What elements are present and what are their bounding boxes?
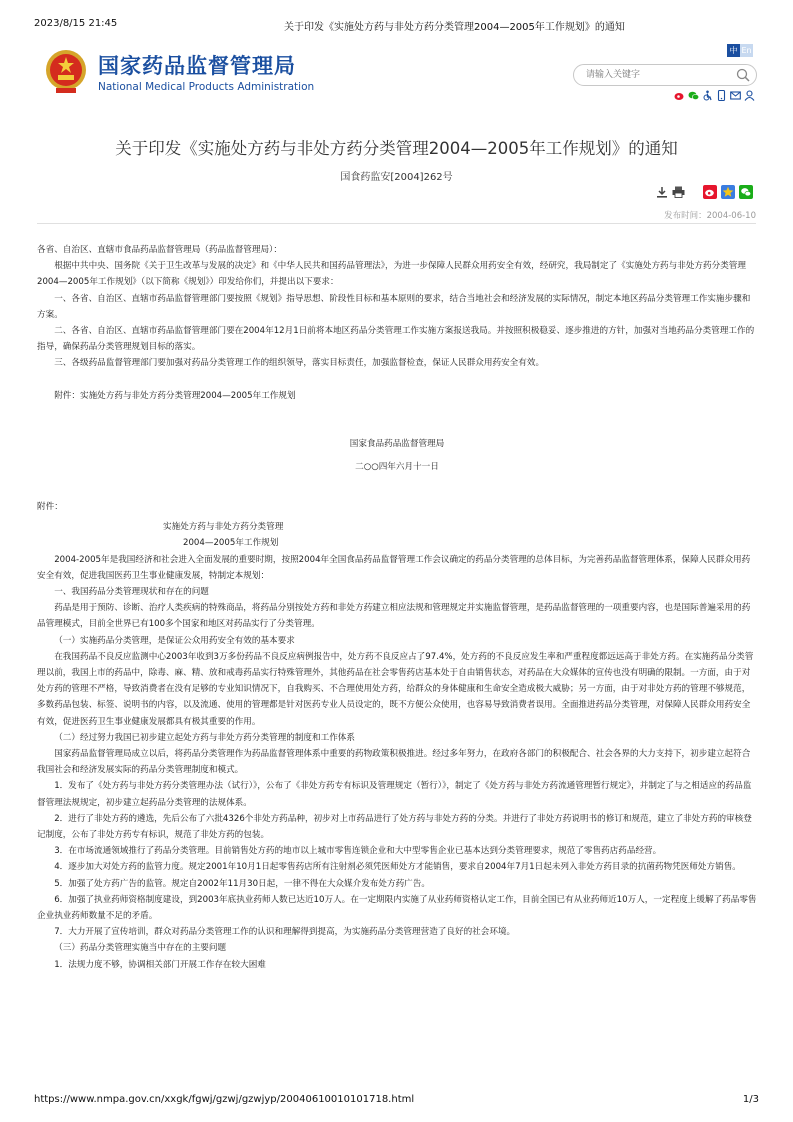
- print-url[interactable]: https://www.nmpa.gov.cn/xxgk/fgwj/gzwj/gzwjyp/20040610010101718.html: [34, 1094, 415, 1105]
- list-item: 1．发布了《处方药与非处方药分类管理办法（试行）》，公布了《非处方药专有标识及管理规定（暂行）》，制定了《处方药与非处方药流通管理暂行规定》，并制定了与之相适应的药品监督管理法规规定，初步建立起药品分类管理的法规体系。: [37, 781, 752, 808]
- subsection-heading: （三）药品分类管理实施当中存在的主要问题: [54, 943, 227, 954]
- wechat-icon[interactable]: [688, 90, 699, 101]
- mail-icon[interactable]: [730, 90, 741, 101]
- lang-en-button[interactable]: En: [741, 46, 752, 55]
- attachment-note: 附件：实施处方药与非处方药分类管理2004—2005年工作规划: [54, 390, 296, 401]
- print-footer: [34, 1094, 759, 1108]
- share-wechat-icon[interactable]: [739, 185, 753, 199]
- site-name-en: National Medical Products Administration: [98, 81, 315, 93]
- search-box: [573, 64, 757, 86]
- site-name-cn[interactable]: 国家药品监督管理局: [98, 54, 296, 78]
- article-body: [37, 242, 757, 973]
- share-bar: [674, 90, 755, 101]
- article-title: 关于印发《实施处方药与非处方药分类管理2004—2005年工作规划》的通知: [115, 139, 678, 158]
- user-icon[interactable]: [744, 90, 755, 101]
- print-icon[interactable]: [672, 186, 685, 198]
- print-datetime: 2023/8/15 21:45: [34, 18, 118, 29]
- national-emblem-icon[interactable]: [44, 48, 88, 96]
- title-divider: [37, 223, 756, 224]
- subsection-heading: （二）经过努力我国已初步建立起处方药与非处方药分类管理的制度和工作体系: [54, 732, 355, 743]
- list-item: 3．在市场流通领域推行了药品分类管理。目前销售处方药的地市以上城市零售连锁企业和大中型零售企业已基本达到分类管理要求，规范了零售药店药品经营。: [54, 846, 662, 857]
- list-item: 4．逐步加大对处方药的监管力度。规定2001年10月1日起零售药店所有注射剂必须凭医师处方才能销售，要求自2004年7月1日起未列入非处方药目录的抗菌药物凭医师处方销售。: [54, 862, 741, 873]
- article-toolbar: [656, 185, 753, 199]
- issue-date: 二○○四年六月十一日: [355, 461, 439, 472]
- section-heading: 一、我国药品分类管理现状和存在的问题: [54, 587, 209, 597]
- weibo-icon[interactable]: [674, 90, 685, 101]
- print-page-title: 关于印发《实施处方药与非处方药分类管理2004—2005年工作规划》的通知: [284, 22, 625, 33]
- paragraph: 在我国药品不良反应监测中心2003年收到3万多份药品不良反应病例报告中，处方药不良反应占了97.4%，处方药的不良反应发生率和严重程度都远远高于非处方药。在实施药品分类管理以前，我国上市的药品中，除毒、麻、精、放和戒毒药品实行特殊管理外，其他药品在社会零售药店基本处于自由销售状态，对药品在大众媒体的宣传也没有明确的限制。一方面，由于对处方药的管理不严格，导致消费者在没有足够的专业知识情况下，自我购买、不合理使用处方药，给群众的身体健康和生命安全造成极大威胁；另一方面，由于对非处方药的管理不够规范，多数药品包装、标签、说明书的内容，以及流通、使用的管理都是针对医药专业人员设定的，既不方便公众使用，也容易导致消费者误用。全面推进药品分类管理，对保障人民群众用药安全有效，促进医药卫生事业健康发展都具有极其重要的作用。: [37, 651, 754, 727]
- list-item: 1．法规力度不够，协调相关部门开展工作存在较大困难: [54, 959, 266, 970]
- mobile-icon[interactable]: [716, 90, 727, 101]
- paragraph: 一、各省、自治区、直辖市药品监督管理部门要按照《规划》指导思想、阶段性目标和基本原则的要求，结合当地社会和经济发展的实际情况，制定本地区药品分类管理工作实施步骤和方案。: [37, 293, 751, 320]
- search-icon[interactable]: [736, 68, 750, 82]
- download-icon[interactable]: [656, 186, 668, 198]
- list-item: 5．加强了处方药广告的监管。规定自2002年11月30日起，一律不得在大众媒介发布处方药广告。: [54, 878, 430, 889]
- list-item: 2．进行了非处方药的遴选，先后公布了六批4326个非处方药品种，初步对上市药品进行了处方药与非处方药的分类。并进行了非处方药说明书的修订和规范，建立了非处方药的审核登记制度，公布了非处方药专有标识，规范了非处方药的包装。: [37, 813, 752, 841]
- lang-zh-button[interactable]: 中: [727, 44, 740, 57]
- list-item: 7．大力开展了宣传培训，群众对药品分类管理工作的认识和理解得到提高，为实施药品分类管理营造了良好的社会环境。: [54, 927, 516, 938]
- attachment-heading: 附件：: [37, 501, 63, 512]
- paragraph: 国家药品监督管理局成立以后，将药品分类管理作为药品监督管理体系中重要的药物政策积极推进。经过多年努力，在政府各部门的积极配合、社会各界的大力支持下，初步建立起符合我国社会和经济发展实际的药品分类管理制度和模式。: [37, 749, 751, 776]
- share-favorite-icon[interactable]: [721, 185, 735, 199]
- subsection-heading: （一）实施药品分类管理，是保证公众用药安全有效的基本要求: [54, 635, 295, 646]
- list-item: 6．加强了执业药师资格制度建设，到2003年底执业药师人数已达近10万人。在一定期限内实施了从业药师资格认定工作，目前全国已有从业药师近10万人，一定程度上缓解了药品零售企业执业药师数量不足的矛盾。: [37, 894, 757, 922]
- accessibility-icon[interactable]: [702, 90, 713, 101]
- share-weibo-icon[interactable]: [703, 185, 717, 199]
- paragraph: 药品是用于预防、诊断、治疗人类疾病的特殊商品，将药品分别按处方药和非处方药建立相应法规和管理规定并实施监督管理，是药品监督管理的一项重要内容，也是国际普遍采用的药品管理模式，目前全世界已有100多个国家和地区对药品实行了分类管理。: [37, 603, 751, 630]
- paragraph: 根据中共中央、国务院《关于卫生改革与发展的决定》和《中华人民共和国药品管理法》，为进一步保障人民群众用药安全有效，经研究，我局制定了《实施处方药与非处方药分类管理2004—2005年工作规划》（以下简称《规划》）印发给你们，并提出以下要求：: [37, 261, 746, 288]
- language-switch: [727, 44, 753, 57]
- issuer-signature: 国家食品药品监督管理局: [349, 439, 445, 450]
- publish-date: 发布时间：2004-06-10: [664, 211, 756, 221]
- paragraph: 2004-2005年是我国经济和社会进入全面发展的重要时期，按照2004年全国食品药品监督管理工作会议确定的药品分类管理的总体目标，为完善药品监督管理体系，保障人民群众用药安全有效，促进我国医药卫生事业健康发展，特制定本规划：: [37, 554, 751, 581]
- page-number: 1/3: [742, 1094, 759, 1105]
- search-input[interactable]: [586, 67, 726, 83]
- print-header: [34, 18, 759, 32]
- salutation: 各省、自治区、直辖市食品药品监督管理局（药品监督管理局）：: [37, 245, 282, 255]
- paragraph: 二、各省、自治区、直辖市药品监督管理部门要在2004年12月1日前将本地区药品分类管理工作实施方案报送我局。并按照积极稳妥、逐步推进的方针，加强对当地药品分类管理工作的指导，确保药品分类管理规划目标的落实。: [37, 326, 755, 353]
- attachment-title-line1: 实施处方药与非处方药分类管理: [163, 522, 284, 533]
- site-header: [40, 40, 757, 108]
- paragraph: 三、各级药品监督管理部门要加强对药品分类管理工作的组织领导，落实目标责任，加强监督检查，保证人民群众用药安全有效。: [54, 358, 545, 369]
- document-number: 国食药监安[2004]262号: [340, 172, 453, 183]
- attachment-title-line2: 2004—2005年工作规划: [183, 538, 279, 549]
